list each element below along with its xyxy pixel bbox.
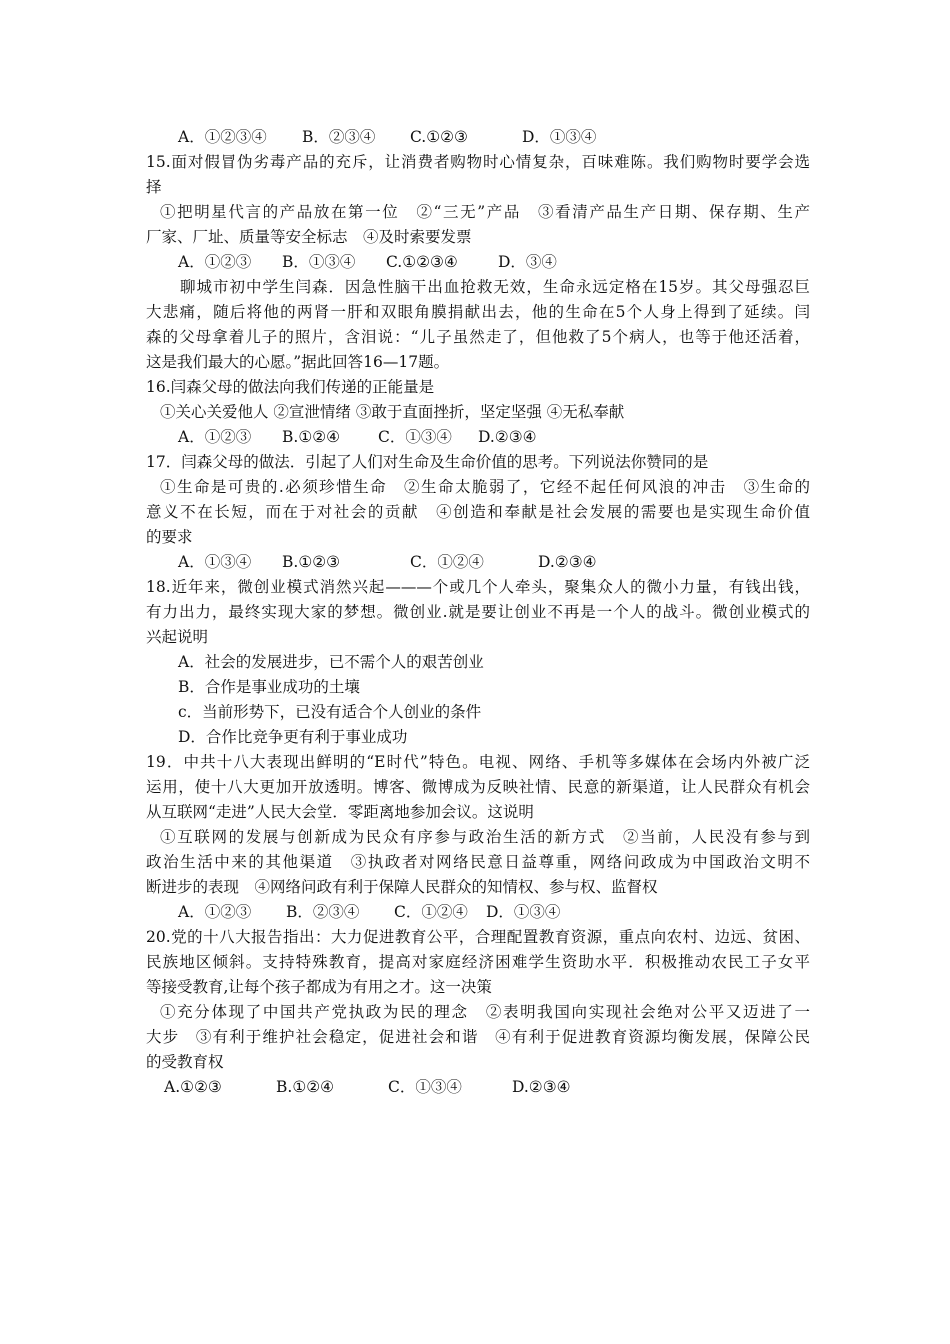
q20-stem-line-3: 等接受教育,让每个孩子都成为有用之才。这一决策 (146, 978, 492, 996)
q14-option-a: A．①②③④ (178, 128, 267, 146)
q16-option-a: A．①②③ (178, 428, 252, 446)
q19-items-line-2: 政治生活中来的其他渠道 ③执政者对网络民意日益尊重，网络问政成为中国政治文明不 (146, 853, 810, 871)
q20-items-line-3: 的受教育权 (146, 1053, 224, 1071)
q19-items-line-3: 断进步的表现 ④网络问政有利于保障人民群众的知情权、参与权、监督权 (146, 878, 658, 896)
q17-option-b: B.①②③ (282, 553, 341, 571)
q20-option-d: D.②③④ (512, 1078, 571, 1096)
q18-option-d: D．合作比竞争更有利于事业成功 (178, 728, 408, 746)
q19-option-b: B．②③④ (286, 903, 360, 921)
q17-options (178, 552, 810, 574)
passage-line-4: 这是我们最大的心愿。”据此回答16—17题。 (146, 353, 450, 371)
q20-stem-line-1: 20.党的十八大报告指出：大力促进教育公平，合理配置教育资源，重点向农村、边远、贫困、 (146, 928, 810, 946)
q17-option-d: D.②③④ (538, 553, 597, 571)
q19-option-d: D．①③④ (486, 903, 561, 921)
q16-option-b: B.①②④ (282, 428, 341, 446)
q15-option-a: A．①②③ (178, 253, 252, 271)
q14-option-c: C.①②③ (410, 128, 468, 146)
q17-items-line-1: ①生命是可贵的.必须珍惜生命 ②生命太脆弱了，它经不起任何风浪的冲击 ③生命的 (160, 478, 810, 496)
passage-line-1: 聊城市初中学生闫森．因急性脑干出血抢救无效，生命永远定格在15岁。其父母强忍巨 (180, 278, 810, 296)
q19-stem-line-1: 19．中共十八大表现出鲜明的“E时代”特色。电视、网络、手机等多媒体在会场内外被广泛 (146, 753, 810, 771)
q20-option-c: C．①③④ (388, 1078, 462, 1096)
q18-stem-line-3: 兴起说明 (146, 628, 209, 646)
q14-option-b: B．②③④ (302, 128, 376, 146)
q20-option-b: B.①②④ (276, 1078, 335, 1096)
q19-options (178, 902, 810, 924)
passage-line-3: 森的父母拿着儿子的照片，含泪说：“儿子虽然走了，但他救了5个病人，也等于他还活着， (146, 328, 810, 346)
q14-option-d: D．①③④ (522, 128, 597, 146)
q15-option-d: D．③④ (498, 253, 557, 271)
q17-option-c: C．①②④ (410, 553, 484, 571)
q16-option-c: C．①③④ (378, 428, 452, 446)
q18-stem-line-1: 18.近年来，微创业模式消然兴起———个或几个人牵头，聚集众人的微小力量，有钱出钱， (146, 578, 810, 596)
q15-options (178, 252, 810, 274)
q16-option-d: D.②③④ (478, 428, 537, 446)
q15-items-line-2: 厂家、厂址、质量等安全标志 ④及时索要发票 (146, 228, 472, 246)
q18-stem-line-2: 有力出力，最终实现大家的梦想。微创业.就是要让创业不再是一个人的战斗。微创业模式的 (146, 603, 810, 621)
q17-stem: 17．闫森父母的做法．引起了人们对生命及生命价值的思考。下列说法你赞同的是 (146, 453, 709, 471)
q14-options (178, 127, 810, 149)
q15-stem-line-1: 15.面对假冒伪劣毒产品的充斥，让消费者购物时心情复杂，百味难陈。我们购物时要学会选 (146, 153, 810, 171)
q20-option-a: A.①②③ (164, 1078, 222, 1096)
q17-option-a: A．①③④ (178, 553, 252, 571)
passage-line-2: 大悲痛，随后将他的两肾一肝和双眼角膜捐献出去，他的生命在5个人身上得到了延续。闫 (146, 303, 810, 321)
q17-items-line-2: 意义不在长短，而在于对社会的贡献 ④创造和奉献是社会发展的需要也是实现生命价值 (146, 503, 810, 521)
q20-options (164, 1077, 796, 1099)
q15-option-b: B．①③④ (282, 253, 356, 271)
q20-stem-line-2: 民族地区倾斜。支持特殊教育，提高对家庭经济困难学生资助水平．积极推动农民工子女平 (146, 953, 810, 971)
q15-option-c: C.①②③④ (386, 253, 458, 271)
q18-option-c: c．当前形势下，已没有适合个人创业的条件 (178, 703, 482, 721)
q19-option-a: A．①②③ (178, 903, 252, 921)
q16-items: ①关心关爱他人 ②宣泄情绪 ③敢于直面挫折，坚定坚强 ④无私奉献 (160, 403, 625, 421)
q15-items-line-1: ①把明星代言的产品放在第一位 ②“三无”产品 ③看清产品生产日期、保存期、生产 (160, 203, 810, 221)
q19-option-c: C．①②④ (394, 903, 468, 921)
q18-option-a: A．社会的发展进步，已不需个人的艰苦创业 (178, 653, 484, 671)
q20-items-line-2: 大步 ③有利于维护社会稳定，促进社会和谐 ④有利于促进教育资源均衡发展，保障公民 (146, 1028, 810, 1046)
q18-option-b: B．合作是事业成功的土壤 (178, 678, 360, 696)
q15-stem-line-2: 择 (146, 178, 162, 196)
q16-stem: 16.闫森父母的做法向我们传递的正能量是 (146, 378, 435, 396)
q19-stem-line-2: 运用，使十八大更加开放透明。博客、微博成为反映社情、民意的新渠道，让人民群众有机会 (146, 778, 810, 796)
q19-stem-line-3: 从互联网“走进”人民大会堂．零距离地参加会议。这说明 (146, 803, 534, 821)
q20-items-line-1: ①充分体现了中国共产党执政为民的理念 ②表明我国向实现社会绝对公平又迈进了一 (160, 1003, 810, 1021)
q19-items-line-1: ①互联网的发展与创新成为民众有序参与政治生活的新方式 ②当前，人民没有参与到 (160, 828, 810, 846)
q17-items-line-3: 的要求 (146, 528, 193, 546)
q16-options (178, 427, 810, 449)
